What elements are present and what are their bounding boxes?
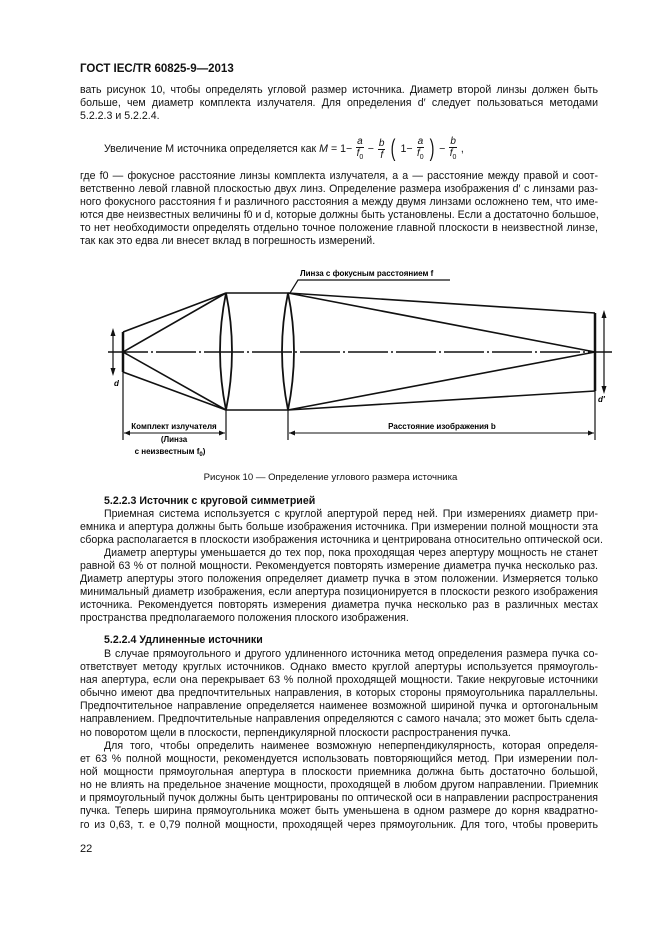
formula-comma: , [460, 143, 464, 155]
text-line: ного фокусного расстояния f и различного расстояния a между двумя линзами осложнено тем, что име- [80, 196, 598, 209]
text-line: Приемная система используется с круглой апертурой перед ней. При измерениях диаметр при- [104, 508, 598, 520]
text-line: Диаметр апертуры этого положения определяет диаметр пучка в этом положении. Измеряется только [80, 573, 598, 586]
page-number: 22 [80, 843, 93, 855]
figure-caption: Рисунок 10 — Определение углового размера источника [203, 472, 458, 483]
section-5224-p1 [80, 648, 598, 740]
section-5223-p2 [80, 547, 598, 626]
section-5223-p1 [80, 508, 603, 547]
text-line: Для того, чтобы определить наименее возможную неперпендикулярность, которая определя- [104, 740, 598, 752]
text-line: ет 63 % полной мощности, рекомендуется использовать повторяющийся метод. При измерении пол- [80, 753, 598, 766]
text-line: вать рисунок 10, чтобы определять угловой размер источника. Диаметр второй линзы должен быть [80, 84, 598, 96]
text-line: но не влиять на предельное значение мощности, проходящей в любом другом направлении. Приемник [80, 779, 598, 792]
label-d-prime: d′ [598, 395, 605, 404]
label-lens-f: Линза с фокусным расстоянием f [300, 269, 434, 278]
formula-minus-2: − [439, 143, 446, 155]
text-line: Предпочтительное направление определяется наименее возможной шириной пучка и ортогональным [80, 700, 598, 713]
section-heading-5224: 5.2.2.4 Удлиненные источники [104, 634, 263, 646]
text-line: направлением. Предпочтительные направления определяются с самого начала; это может быть сдела- [80, 713, 598, 726]
text-line: В случае прямоугольного и другого удлиненного источника метод определения размера пучка со- [104, 648, 598, 660]
text-line: 5.2.2.3 и 5.2.2.4. [80, 110, 160, 123]
text-line: Диаметр апертуры уменьшается до тех пор, пока проходящая через апертуру мощность не станет [104, 547, 598, 559]
text-line: обычно имеют два предпочтительных направления, в которых стороны прямоугольника параллельны. [80, 687, 598, 700]
paren-close: ) [429, 135, 435, 162]
text-line: так как это едва ли внесет вклад в погрешность измерений. [80, 235, 376, 248]
text-line: где f0 — фокусное расстояние линзы комплекта излучателя, а a — расстояние между правой и соот- [80, 170, 598, 182]
text-line: пространства предполагаемого положения плоского изображения. [80, 612, 409, 625]
text-line: ная апертура, если она перекрывает 63 % полной проходящей мощности. Такие некруговые источники [80, 674, 598, 687]
formula-minus: − [367, 143, 374, 155]
text-line: но поворотом щели в плоскости, перпендикулярной плоскости распространения пучка. [80, 726, 511, 739]
text-line: пучка. Теперь ширина прямоугольника может быть уменьшена в одном размере до корня квадратно- [80, 805, 598, 818]
fraction-a-f0-2: $\frac{a}{f_0}$ [417, 135, 424, 161]
section-heading-5223: 5.2.2.3 Источник с круговой симметрией [104, 495, 316, 507]
label-emitter-2: (Линза [160, 435, 188, 444]
text-line: то нет необходимости определять отдельно точное положение главной плоскости в неизвестной линзе, [80, 222, 598, 235]
formula-eq: = 1− [330, 143, 353, 155]
formula-lead: Увеличение М источника определяется как [104, 143, 317, 155]
text-line: сборка располагается в плоскости изображения источника и центрирована относительно оптической оси. [80, 534, 603, 547]
text-line: и прямоугольный пучок должны быть центрированы по оптической оси в направлении распространения [80, 792, 598, 805]
text-line: ветственно левой главной плоскостью двух линз. Определение размера изображения d′ с линзами раз- [80, 183, 598, 196]
paren-open: ( [391, 135, 396, 162]
text-line: ются две неизвестных величины f0 и d, которые должны быть установлены. Если a достаточно большое, [80, 209, 599, 222]
formula-one-minus: 1− [400, 143, 413, 155]
document-header: ГОСТ IEC/TR 60825-9—2013 [80, 63, 234, 75]
text-line: минимальный диаметр изображения, если апертура позиционируется в плоскости резкого изображения [80, 586, 598, 599]
label-d: d [114, 379, 119, 388]
text-line: равной 63 % от полной мощности. Рекомендуется повторять измерение диаметра пучка несколько раз. [80, 560, 598, 573]
text-line: больше, чем диаметр комплекта излучателя. Для определения d′ следует пользоваться методами [80, 97, 598, 110]
formula-M: M [319, 143, 328, 155]
fraction-a-f0: $\frac{a}{f_0}$ [356, 135, 364, 161]
text-line: ответствует методу круглых источников. Однако вместо круглой апертуры используется прямоуголь- [80, 661, 598, 674]
text-line: ной мощности прямоугольная апертура в плоскости приемника должна быть достаточно большой, [80, 766, 598, 779]
fraction-b-f0: $\frac{b}{f_0}$ [449, 135, 457, 161]
label-image-distance: Расстояние изображения b [388, 422, 496, 431]
text-line: емника и апертура должны быть больше изображения источника. При измерении полной мощности эта [80, 521, 598, 534]
label-emitter-1: Комплект излучателя [131, 422, 217, 431]
text-line: го из 0,63, т. е 0,79 полной мощности, проходящей через прямоугольник. Для того, чтобы проверить [80, 818, 598, 831]
fraction-b-f: $\frac{b}{f}$ [378, 137, 385, 161]
text-line: источника. Рекомендуется повторять измерения диаметра пучка несколько раз в различных местах [80, 599, 598, 612]
section-5224-p2 [80, 740, 598, 832]
label-emitter-3: с неизвестным $f_0$) [134, 447, 206, 458]
